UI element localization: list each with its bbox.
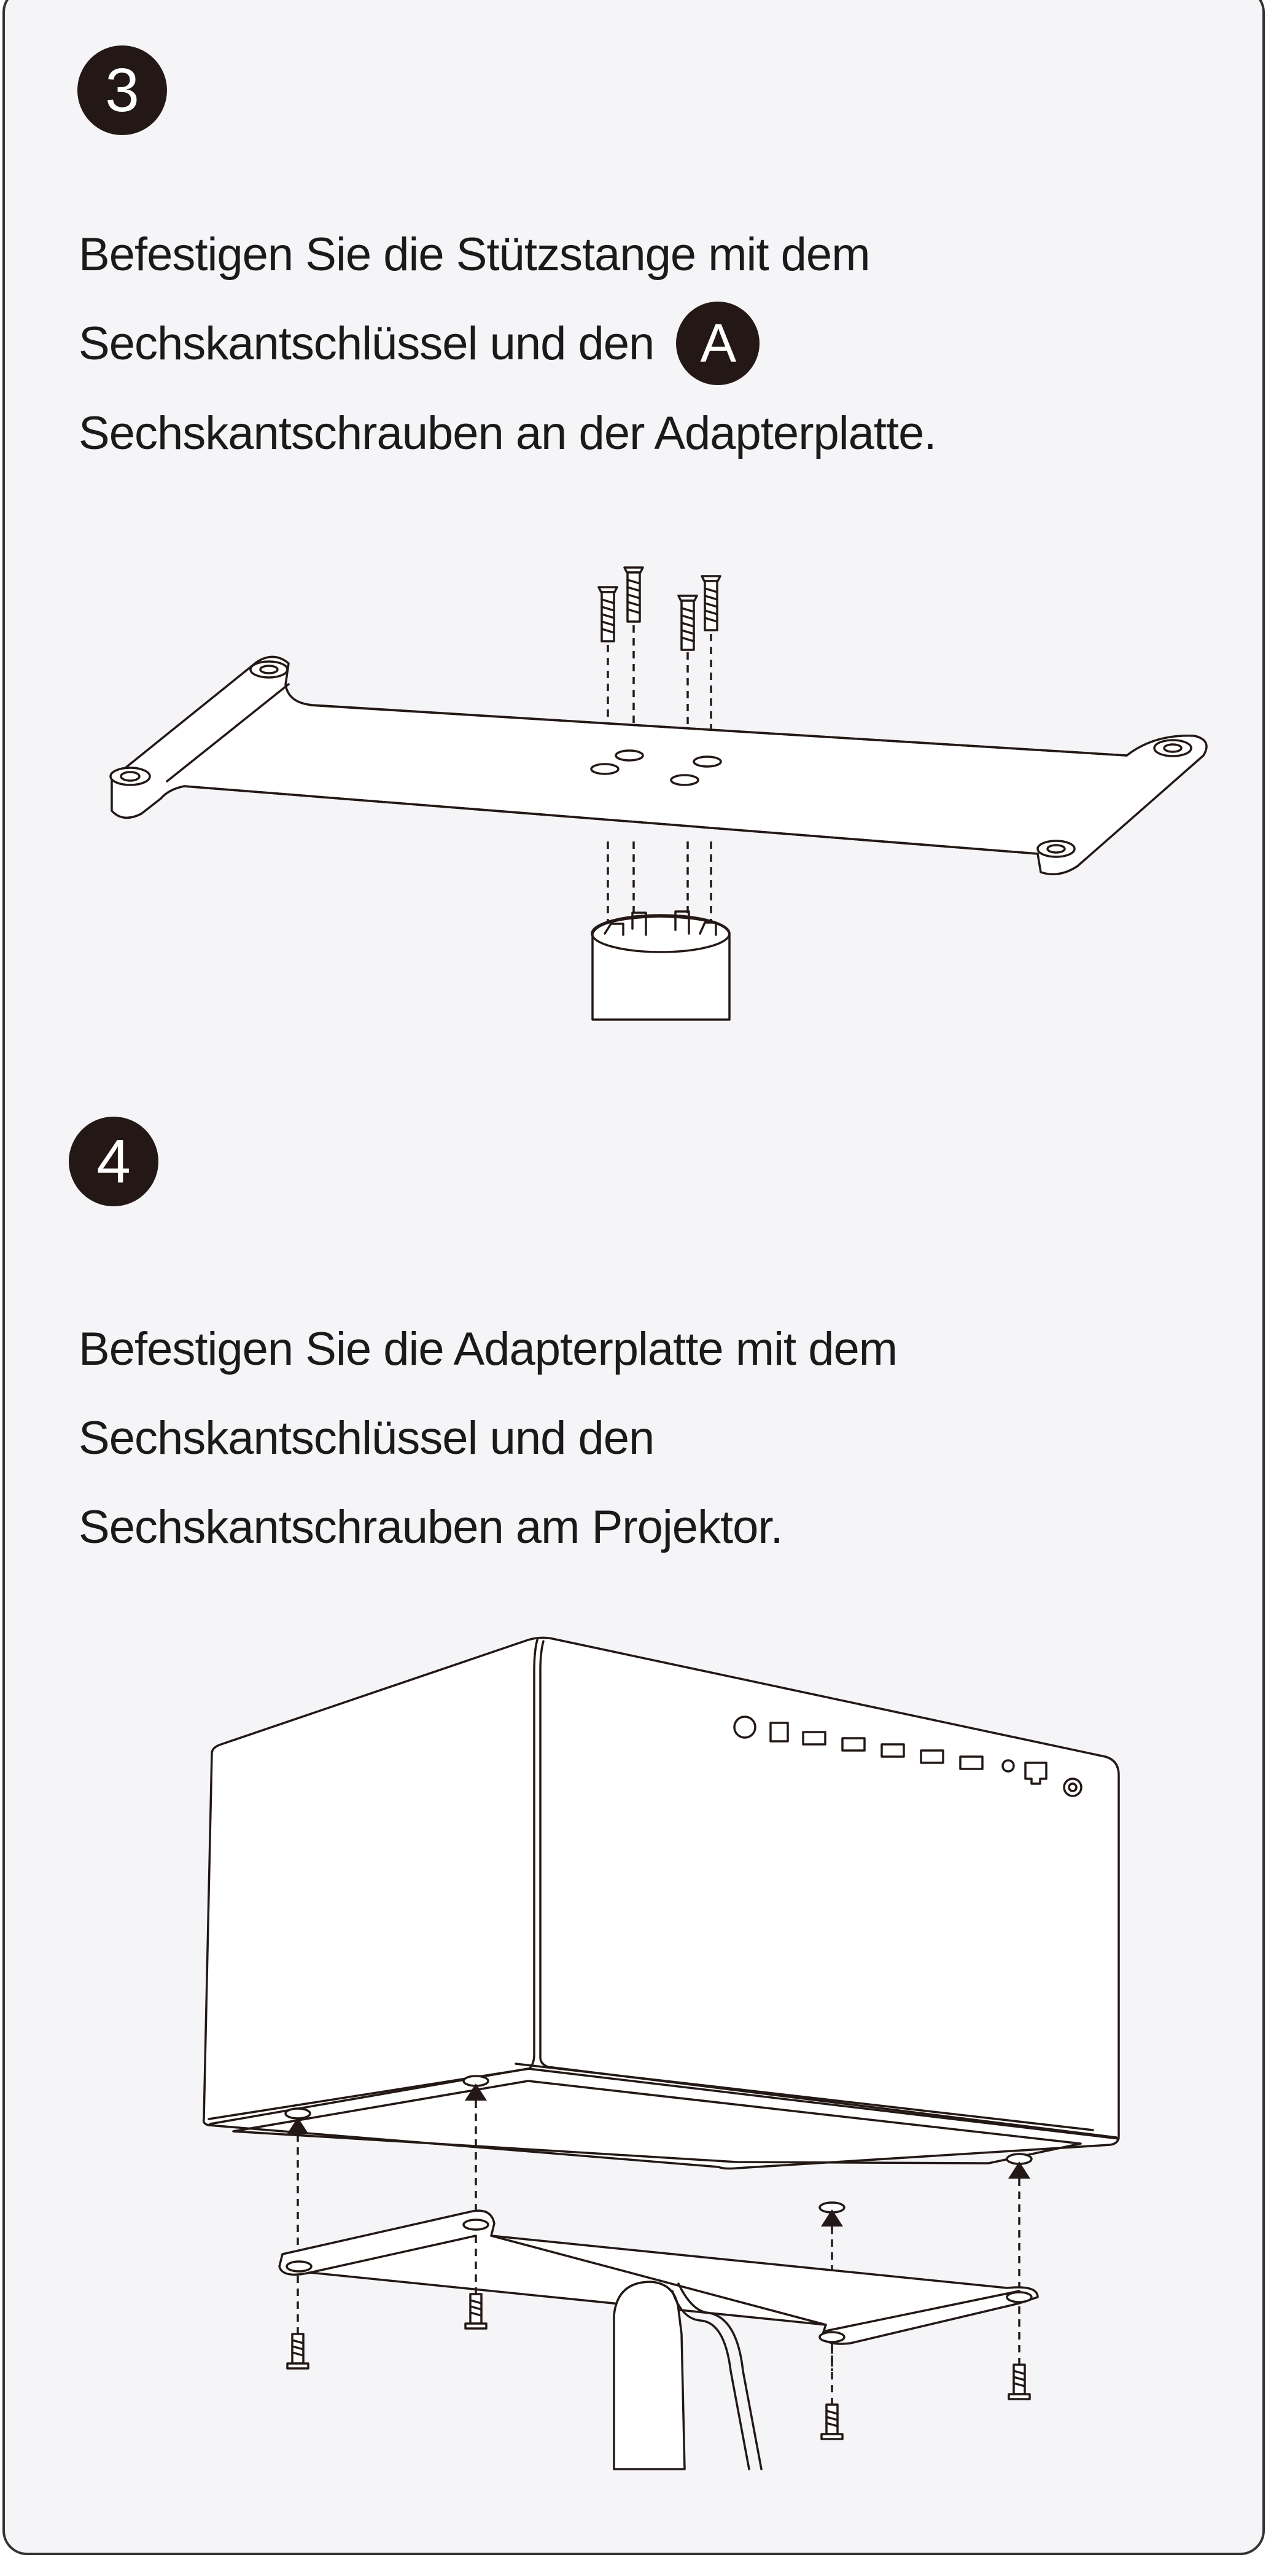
step-4-badge: 4 (69, 1117, 158, 1206)
step-3-line-1: Befestigen Sie die Stützstange mit dem (79, 228, 870, 281)
screw-icon (624, 568, 643, 622)
step-4-line-1: Befestigen Sie die Adapterplatte mit dem (79, 1323, 898, 1375)
support-rod-illustration (0, 553, 1271, 1032)
step-4-instructions (79, 1305, 897, 1572)
step-4-line-3: Sechskantschrauben am Projektor. (79, 1501, 783, 1553)
screw-icon (822, 2346, 842, 2439)
screw-icon (678, 596, 697, 650)
screw-icon (599, 587, 617, 641)
screw-icon (702, 576, 720, 630)
step-3-line-2 (79, 299, 936, 389)
screw-icon (287, 2276, 308, 2368)
step-3-line-2-text: Sechskantschlüssel und den (79, 318, 655, 370)
screw-icon (1009, 2306, 1030, 2399)
step-3-line-3: Sechskantschrauben an der Adapterplatte. (79, 407, 936, 459)
projector-illustration (0, 1634, 1271, 2481)
arrow-icon (1008, 2161, 1030, 2179)
step-3-instructions (79, 210, 936, 478)
step-3-badge: 3 (77, 45, 167, 135)
part-a-badge: A (676, 302, 760, 385)
step-4-line-2: Sechskantschlüssel und den (79, 1412, 655, 1464)
